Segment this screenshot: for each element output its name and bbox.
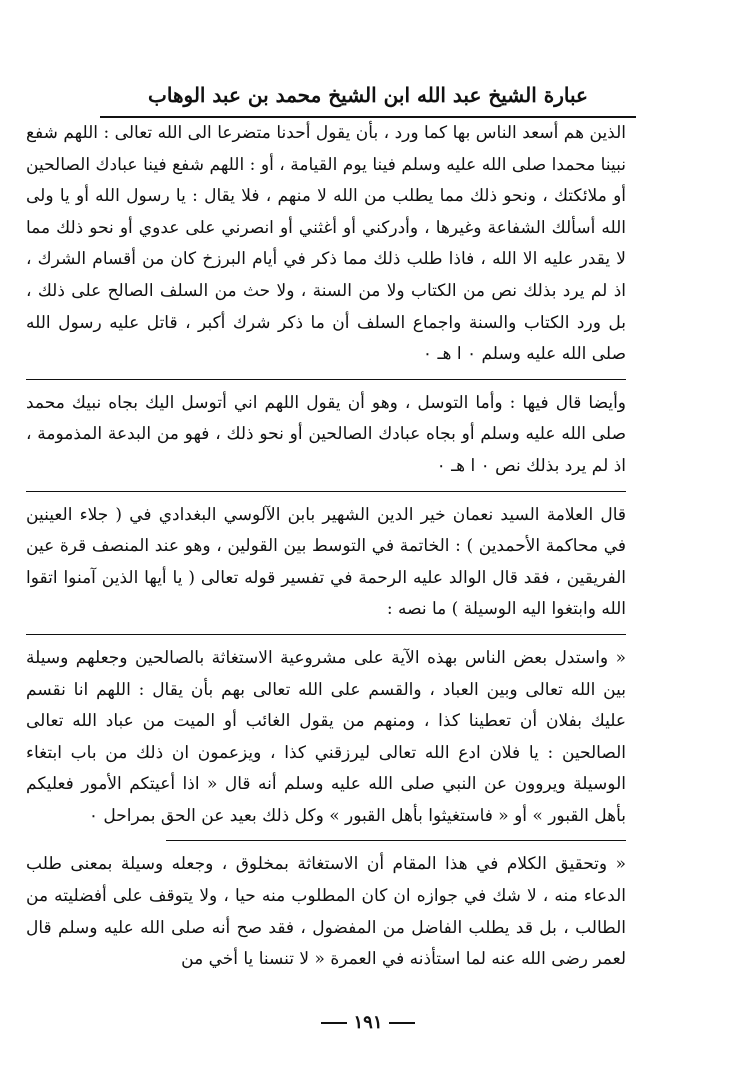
section-divider — [26, 379, 626, 380]
page-number: ١٩١ — [353, 1012, 383, 1033]
page-body — [26, 118, 626, 976]
paragraph-5: « وتحقيق الكلام في هذا المقام أن الاستغاثة بمخلوق ، وجعله وسيلة بمعنى طلب الدعاء منه ، لا شك في جوازه ان كان المطلوب منه حيا ، ولا يتوقف على أفضليته من الطالب ، بل قد يطلب الفاضل من المفضول ، فقد صح أنه صلى الله عليه وسلم قال لعمر رضى الله عنه لما استأذنه في العمرة « لا تنسنا يا أخي من — [26, 854, 626, 970]
paragraph-3: قال العلامة السيد نعمان خير الدين الشهير بابن الآلوسي البغدادي في ( جلاء العينين في محاكمة الأحمدين ) : الخاتمة في التوسط بين القولين ، وهو عند المنصف قرة عين الفريقين ، فقد قال الوالد عليه الرحمة في تفسير قوله تعالى ( يا أيها الذين آمنوا اتقوا الله وابتغوا اليه الوسيلة ) ما نصه : — [26, 504, 626, 620]
section-divider — [26, 634, 626, 635]
section-divider — [166, 840, 626, 841]
section-divider — [26, 491, 626, 492]
footer-dash-left — [321, 1022, 347, 1024]
running-header: عبارة الشيخ عبد الله ابن الشيخ محمد بن عبد الوهاب — [148, 83, 588, 107]
paragraph-1: الذين هم أسعد الناس بها كما ورد ، بأن يقول أحدنا متضرعا الى الله تعالى : اللهم شفع نبينا محمدا صلى الله عليه وسلم فينا يوم القيامة ، أو : اللهم شفع فينا عبادك الصالحين أو ملائكتك ، ونحو ذلك مما يطلب من الله لا منهم ، فلا يقال : يا رسول الله أو يا ولى الله أسألك الشفاعة وغيرها ، وأدركني أو أغثني أو انصرني على عدوي أو نحو ذلك مما لا يقدر عليه الا الله ، فاذا طلب ذلك مما ذكر في أيام البرزخ كان من أقسام الشرك ، اذ لم يرد بذلك نص من الكتاب ولا من السنة ، ولا حث من السلف الصالح على ذلك ، بل ورد الكتاب والسنة واجماع السلف أن ما ذكر شرك أكبر ، قاتل عليه رسول الله صلى الله عليه وسلم ٠ ا هـ ٠ — [26, 123, 626, 365]
paragraph-4: « واستدل بعض الناس بهذه الآية على مشروعية الاستغاثة بالصالحين وجعلهم وسيلة بين الله تعالى وبين العباد ، والقسم على الله تعالى بهم بأن يقال : اللهم انا نقسم عليك بفلان أن تعطينا كذا ، ومنهم من يقول الغائب أو الميت من عباد الله تعالى الصالحين : يا فلان ادع الله تعالى ليرزقني كذا ، ويزعمون ان ذلك من باب ابتغاء الوسيلة ويروون عن النبي صلى الله عليه وسلم أنه قال « اذا أعيتكم الأمور فعليكم بأهل القبور » أو « فاستغيثوا بأهل القبور » وكل ذلك بعيد عن الحق بمراحل ٠ — [26, 647, 626, 826]
paragraph-2: وأيضا قال فيها : وأما التوسل ، وهو أن يقول اللهم اني أتوسل اليك بجاه نبيك محمد صلى الله عليه وسلم أو بجاه عبادك الصالحين أو نحو ذلك ، فهو من البدعة المذمومة ، اذ لم يرد بذلك نص ٠ ا هـ ٠ — [26, 392, 626, 476]
footer-dash-right — [389, 1022, 415, 1024]
page-footer — [0, 1012, 736, 1033]
